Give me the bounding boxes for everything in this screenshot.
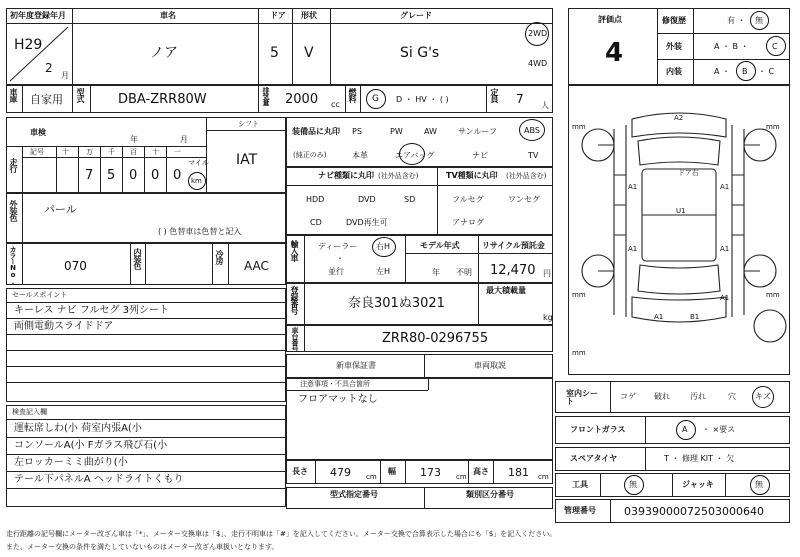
- mileage-digit: 5: [107, 168, 116, 183]
- seat-item: 破れ: [654, 392, 670, 401]
- mileage-digit: 0: [129, 168, 138, 183]
- footer-line: 走行距離の記号欄にメーター改ざん車は「*」、メーター交換車は「$」、走行不明車は「#」を記入してください。メーター交換で合算表示した場合にも「$」を記入ください。: [6, 530, 557, 538]
- model-year-unknown: 不明: [456, 268, 472, 277]
- recycle-label: リサイクル預託金: [482, 241, 545, 250]
- use-value: 自家用: [30, 93, 63, 106]
- inspect-note: 運転席しわ(小 荷室内張A(小: [14, 423, 142, 434]
- notes-line: フロアマットなし: [298, 394, 378, 405]
- tv-sub: (社外品含む): [506, 172, 547, 180]
- tv-item: ワンセグ: [508, 195, 540, 204]
- digit-head-3: 千: [108, 148, 115, 156]
- equip-item-abs: ABS: [524, 126, 540, 135]
- shape-value: V: [304, 45, 314, 61]
- seat-item: コゲ: [620, 392, 636, 401]
- inspect-note: テール下パネルA ヘッドライトくもり: [14, 474, 184, 485]
- repair-label: 修復歴: [662, 16, 686, 25]
- color-label: 外装色: [9, 200, 18, 221]
- equip-item: PS: [352, 127, 362, 136]
- repair-sel: 無: [755, 16, 763, 25]
- int-options: A ・: [714, 67, 731, 76]
- length-value: 479: [330, 466, 351, 479]
- spare-items: T ・ 修理 KIT ・ 欠: [664, 454, 735, 463]
- tv-label: TV種類に丸印: [446, 171, 498, 180]
- width-label: 幅: [388, 467, 396, 476]
- inspect-note: コンソールA(小 Fガラス飛び石(小: [14, 440, 168, 451]
- ext-label: 外装: [666, 42, 682, 51]
- sales-line: キーレス ナビ フルセグ 3列シート: [14, 305, 169, 316]
- import-label: 輸入車: [290, 240, 299, 261]
- color-value: パール: [44, 203, 77, 216]
- navi-item: DVD: [358, 195, 376, 204]
- digit-head-4: 百: [130, 148, 137, 156]
- diagram-mark: A1: [720, 245, 730, 253]
- import-parallel: 並行: [328, 267, 344, 276]
- doors-label: ドア: [270, 11, 286, 20]
- footer-line: また、メーター交換の条件を満たしていないものはメーター改ざん車扱いとなります。: [6, 543, 279, 551]
- era-year: H29: [14, 37, 43, 53]
- repair-options: 有 ・: [727, 16, 746, 25]
- diagram-mark: A1: [720, 183, 730, 191]
- mileage-digit: 0: [173, 168, 182, 183]
- import-dot: ・: [336, 254, 344, 263]
- height-value: 181: [508, 466, 529, 479]
- km-label: km: [191, 177, 202, 185]
- notes-label: 注意事項・不具合箇所: [300, 380, 370, 388]
- inspection-month: 月: [180, 135, 188, 144]
- sales-label: セールスポイント: [12, 291, 68, 299]
- registration-label: 登録番号: [290, 286, 299, 314]
- mileage-digit: 7: [85, 168, 94, 183]
- recycle-value: 12,470: [490, 263, 536, 278]
- diagram-mark: A1: [628, 183, 638, 191]
- capacity-value: 7: [516, 92, 524, 106]
- shape-label: 形状: [301, 11, 317, 20]
- use-label: 車庫: [9, 88, 18, 102]
- score-label: 評価点: [598, 15, 622, 24]
- equipment-sub: (純正のみ): [293, 151, 327, 159]
- tools-label: 工具: [572, 480, 588, 489]
- diagram-mm: mm: [766, 123, 780, 131]
- equipment-label: 装備品に丸印: [292, 127, 340, 136]
- cooling-label: 冷房: [215, 250, 224, 264]
- height-cm: cm: [538, 473, 549, 481]
- first-reg-label: 初年度登録年月: [10, 11, 66, 20]
- color-block: [6, 193, 286, 243]
- navi-item: DVD再生可: [346, 218, 388, 227]
- main-row: [6, 23, 553, 85]
- digit-head-0: 記号: [30, 148, 44, 156]
- doors-value: 5: [270, 45, 279, 61]
- car-name-label: 車名: [160, 11, 176, 20]
- inspect-note: 左ロッカーミミ曲がり(小: [14, 457, 128, 468]
- equip-item: ナビ: [472, 151, 488, 160]
- interior-color-label: 内装色: [133, 248, 142, 269]
- inspect-notes-block: [6, 405, 286, 507]
- seat-item: 汚れ: [690, 392, 706, 401]
- jack-sel: 無: [755, 480, 763, 489]
- digit-head-5: 十: [152, 148, 159, 156]
- length-cm: cm: [366, 473, 377, 481]
- displacement-label: 排気量: [262, 87, 270, 105]
- cooling-value: AAC: [244, 259, 269, 273]
- diagram-mm: mm: [572, 123, 586, 131]
- import-right: 右H: [376, 242, 391, 251]
- load-label: 最大積載量: [486, 286, 526, 295]
- equip-item: PW: [390, 127, 403, 136]
- navi-item: SD: [404, 195, 416, 204]
- equip-item: AW: [424, 127, 437, 136]
- front-glass-label: フロントガラス: [570, 425, 626, 434]
- front-glass-rest: ・ ×要ス: [702, 425, 736, 434]
- mgmt-label: 管理番号: [564, 506, 596, 515]
- warranty-label: 新車保証書: [336, 361, 376, 370]
- kg-unit: kg: [543, 313, 553, 322]
- drive-4wd: 4WD: [528, 59, 548, 68]
- type-no-label: 型式指定番号: [330, 490, 378, 499]
- docs-block: [286, 354, 553, 378]
- model-year-unit: 年: [432, 268, 440, 277]
- seat-item: 穴: [728, 392, 736, 401]
- tv-item: アナログ: [452, 218, 484, 227]
- length-label: 長さ: [292, 467, 308, 476]
- registration-value: 奈良301ぬ3021: [348, 296, 445, 311]
- tools-sel: 無: [629, 480, 637, 489]
- ext-sel: C: [772, 42, 778, 51]
- ext-options: A ・ B ・: [714, 42, 749, 51]
- diagram-mark: B1: [690, 313, 700, 321]
- equip-item-airbag: エアバッグ: [395, 151, 435, 160]
- int-label: 内装: [666, 67, 682, 76]
- car-name-value: ノア: [150, 45, 178, 61]
- spare-label: スペアタイヤ: [570, 454, 618, 463]
- import-dealer: ディーラー: [318, 242, 358, 251]
- digit-head-1: 十: [62, 148, 69, 156]
- diagram-mark: A1: [654, 313, 664, 321]
- int-rest: ・ C: [758, 67, 775, 76]
- seat-sel: キズ: [755, 392, 771, 401]
- fuel-options: D ・ HV ・ ( ): [396, 95, 449, 104]
- width-cm: cm: [456, 473, 467, 481]
- inspection-year: 年: [130, 135, 138, 144]
- digit-head-2: 万: [86, 148, 93, 156]
- diagram-mark: A1: [628, 245, 638, 253]
- capacity-label: 定員: [490, 88, 499, 102]
- mgmt-value: 03939000072503000640: [624, 505, 764, 518]
- model-year-label: モデル年式: [420, 241, 460, 250]
- width-value: 173: [420, 466, 441, 479]
- month-value: 2: [45, 61, 53, 75]
- digit-head-6: 一: [174, 148, 181, 156]
- model-label: 型式: [76, 88, 85, 102]
- mile-label: マイル: [188, 159, 209, 167]
- month-unit: 月: [61, 71, 69, 80]
- inspect-notes-label: 検査記入欄: [12, 408, 47, 416]
- mileage-label: 走行: [9, 158, 18, 172]
- diagram-mm: mm: [766, 291, 780, 299]
- diagram-mm: mm: [572, 291, 586, 299]
- fuel-label: 燃料: [348, 88, 357, 102]
- yen-unit: 円: [543, 269, 551, 278]
- equip-item: TV: [528, 151, 539, 160]
- model-value: DBA-ZRR80W: [118, 92, 207, 107]
- import-left: 左H: [376, 267, 391, 276]
- int-sel: B: [742, 67, 748, 76]
- shift-label: シフト: [238, 120, 259, 128]
- colorno-value: 070: [64, 259, 87, 273]
- sales-line: 両側電動スライドドア: [14, 321, 114, 332]
- colorno-label: カラーNo.: [9, 246, 17, 285]
- manual-label: 車両取説: [474, 361, 506, 370]
- height-label: 高さ: [473, 467, 489, 476]
- shift-value: IAT: [236, 152, 258, 168]
- diagram-mark: A1: [720, 294, 730, 302]
- jack-label: ジャッキ: [682, 480, 714, 489]
- chassis-value: ZRR80-0296755: [382, 331, 489, 346]
- car-diagram: [568, 85, 790, 375]
- navi-sub: (社外品含む): [378, 172, 419, 180]
- diagram-mark: U1: [676, 207, 686, 215]
- row2: [6, 85, 553, 113]
- inspection-label: 車検: [30, 128, 46, 137]
- displacement-value: 2000: [285, 92, 319, 107]
- navi-item: HDD: [306, 195, 325, 204]
- front-glass-sel: A: [682, 425, 688, 434]
- drive-2wd: 2WD: [528, 29, 548, 38]
- diagram-mark: ドア右: [678, 169, 699, 177]
- chassis-label: 車台番号: [291, 327, 299, 351]
- navi-label: ナビ種類に丸印: [318, 171, 374, 180]
- grade-label: グレード: [400, 11, 432, 20]
- cc-unit: cc: [331, 100, 340, 109]
- tv-item: フルセグ: [452, 195, 484, 204]
- score-value: 4: [605, 38, 624, 68]
- fuel-g: G: [372, 94, 379, 104]
- diagram-mm: mm: [572, 349, 586, 357]
- interior-seat-label: 室内シート: [566, 389, 598, 406]
- equip-item: 本革: [352, 151, 368, 160]
- person-unit: 人: [541, 101, 549, 110]
- grade-value: Si G's: [400, 45, 440, 61]
- color-note: ( ) 色替車は色替と記入: [158, 227, 242, 236]
- diagram-mark: A2: [674, 114, 684, 122]
- class-no-label: 類別区分番号: [466, 490, 514, 499]
- equip-item: サンルーフ: [458, 127, 497, 136]
- mileage-digit: 0: [151, 168, 160, 183]
- navi-item: CD: [310, 218, 322, 227]
